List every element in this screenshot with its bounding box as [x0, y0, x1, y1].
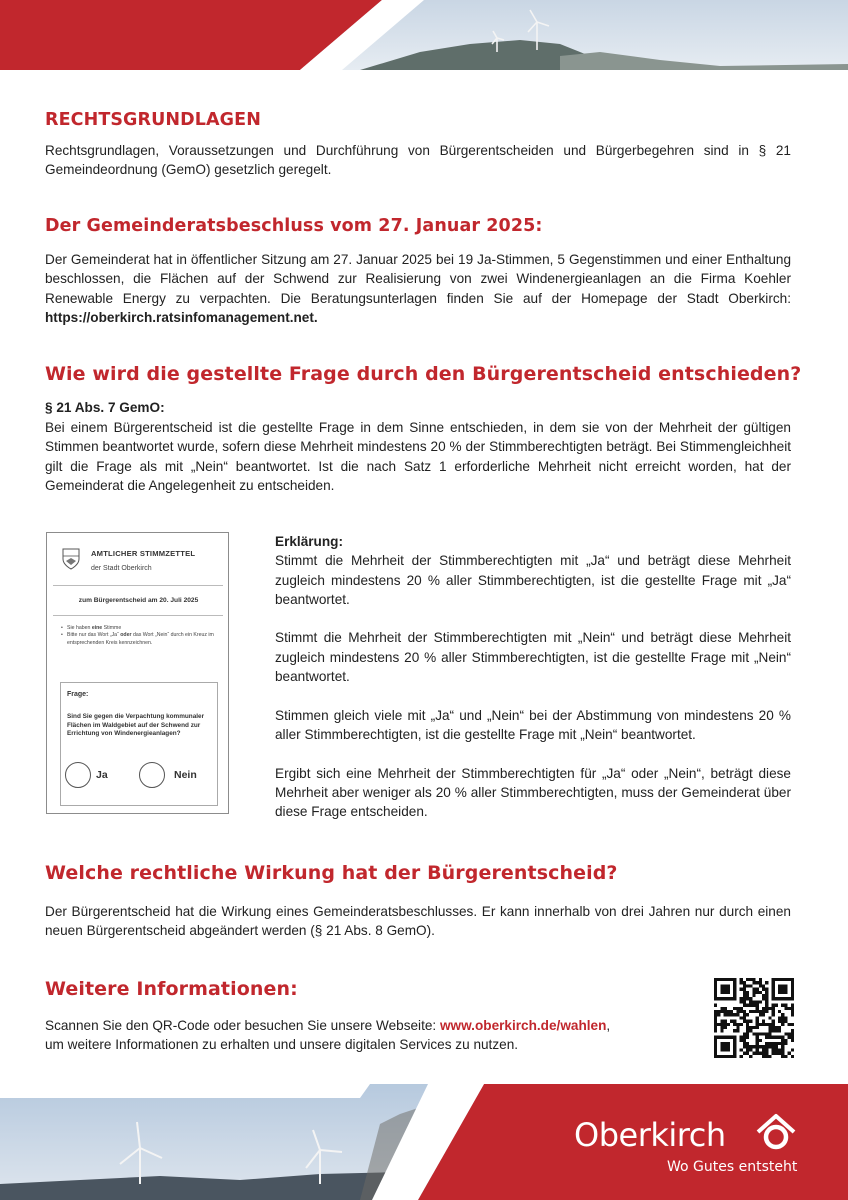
divider: [53, 585, 223, 586]
ballot-image: [46, 532, 229, 814]
ratsinfo-link[interactable]: https://oberkirch.ratsinfomanagement.net.: [45, 309, 318, 325]
instruction-item: • Bitte nur das Wort „Ja“ oder das Wort „Nein“ durch ein Kreuz im entsprechenden Kreis kennzeichnen.: [61, 632, 221, 647]
text-info: [45, 1016, 685, 1055]
heading-beschluss: Der Gemeinderatsbeschluss vom 27. Januar 2025:: [45, 216, 543, 236]
question-label: Frage:: [67, 691, 89, 698]
heading-frage: Wie wird die gestellte Frage durch den Bürgerentscheid entschieden?: [45, 363, 802, 385]
erklaerung-paragraph: Stimmen gleich viele mit „Ja“ und „Nein“ bei der Abstimmung von mindestens 20 % aller Stimmberechtigten, ist die gestellte Frage mit „Nein“ beantwortet.: [275, 707, 791, 742]
erklaerung-paragraph: Stimmt die Mehrheit der Stimmberechtigten mit „Nein“ und beträgt diese Mehrheit zugleich mindestens 20 % aller Stimmberechtigten, ist die gestellte Frage mit „Nein“ beantwortet.: [275, 630, 791, 685]
logo-name: Oberkirch: [574, 1116, 726, 1154]
text-wirkung: Der Bürgerentscheid hat die Wirkung eines Gemeinderatsbeschlusses. Er kann innerhalb von drei Jahren nur durch einen neuen Bürgerentscheid abgeändert werden (§ 21 Abs. 8 GemO).: [45, 904, 791, 939]
info-text: ,: [606, 1018, 611, 1033]
city-crest-icon: [62, 548, 80, 570]
ballot-title: AMTLICHER STIMMZETTEL: [91, 549, 196, 558]
heading-rechtsgrundlagen: RECHTSGRUNDLAGEN: [45, 110, 261, 130]
heading-info: Weitere Informationen:: [45, 978, 298, 1000]
erklaerung-block: [275, 532, 791, 841]
ballot-occasion: zum Bürgerentscheid am 20. Juli 2025: [78, 597, 199, 604]
divider: [53, 615, 223, 616]
house-logo-icon: [754, 1112, 798, 1154]
erklaerung-paragraph: Stimmt die Mehrheit der Stimmberechtigten mit „Ja“ und beträgt diese Mehrheit zugleich mindestens 20 % aller Stimmberechtigten, ist die gestellte Frage mit „Ja“ beantwortet.: [275, 553, 791, 607]
question-text: Sind Sie gegen die Verpachtung kommunaler Flächen im Waldgebiet auf der Schwend zur Errichtung von Windenergieanlagen?: [67, 713, 205, 738]
text-frage: Bei einem Bürgerentscheid ist die gestellte Frage in dem Sinne entschieden, in dem sie von der Mehrheit der gültigen Stimmen beantwortet wurde, sofern diese Mehrheit mindestens 20 % der Stimmberechtigten beträgt. Bei Stimmengleichheit gilt die Frage als mit „Nein“ beantwortet. Ist die nach Satz 1 erforderliche Mehrheit nicht erreicht worden, hat der Gemeinderat die Angelegenheit zu entscheiden.: [45, 420, 791, 493]
instruction-item: • Sie haben eine Stimme: [61, 625, 221, 632]
nein-checkbox-circle: [139, 762, 165, 788]
ja-checkbox-circle: [65, 762, 91, 788]
question-box: [60, 682, 218, 806]
logo-tagline: Wo Gutes entsteht: [667, 1159, 798, 1175]
gemo-subheading: § 21 Abs. 7 GemO:: [45, 400, 165, 415]
heading-wirkung: Welche rechtliche Wirkung hat der Bürgerentscheid?: [45, 862, 618, 884]
text-beschluss: [45, 250, 791, 327]
ballot-subtitle: der Stadt Oberkirch: [91, 565, 152, 572]
text-rechtsgrundlagen: Rechtsgrundlagen, Voraussetzungen und Durchführung von Bürgerentscheiden und Bürgerbegehren sind in § 21 Gemeindeordnung (GemO) gesetzlich geregelt.: [45, 143, 791, 178]
option-ja-label: Ja: [96, 769, 108, 781]
website-link[interactable]: www.oberkirch.de/wahlen: [439, 1018, 607, 1033]
option-nein-label: Nein: [174, 769, 197, 781]
header-banner: [0, 0, 848, 70]
oberkirch-logo: [574, 1112, 814, 1182]
header-landscape-image: [0, 0, 848, 70]
info-text: um weitere Informationen zu erhalten und unsere digitalen Services zu nutzen.: [45, 1037, 519, 1053]
qr-code-icon[interactable]: [714, 978, 794, 1058]
erklaerung-title: Erklärung:: [275, 534, 343, 549]
erklaerung-paragraph: Ergibt sich eine Mehrheit der Stimmberechtigten für „Ja“ oder „Nein“, beträgt diese Mehrheit aber weniger als 20 % aller Stimmberechtigten, muss der Gemeinderat über diese Frage entscheiden.: [275, 765, 791, 820]
info-text: Scannen Sie den QR-Code oder besuchen Sie unsere Webseite:: [45, 1018, 440, 1033]
beschluss-text: Der Gemeinderat hat in öffentlicher Sitzung am 27. Januar 2025 bei 19 Ja-Stimmen, 5 Gegenstimmen und einer Enthaltung beschlossen, die Flächen auf der Schwend zur Realisierung von zwei Windenergieanlagen an die Firma Koehler Renewable Energy zu verpachten. Die Beratungsunterlagen finden Sie auf der Homepage der Stadt Oberkirch:: [45, 252, 791, 306]
ballot-instructions: [61, 625, 221, 647]
